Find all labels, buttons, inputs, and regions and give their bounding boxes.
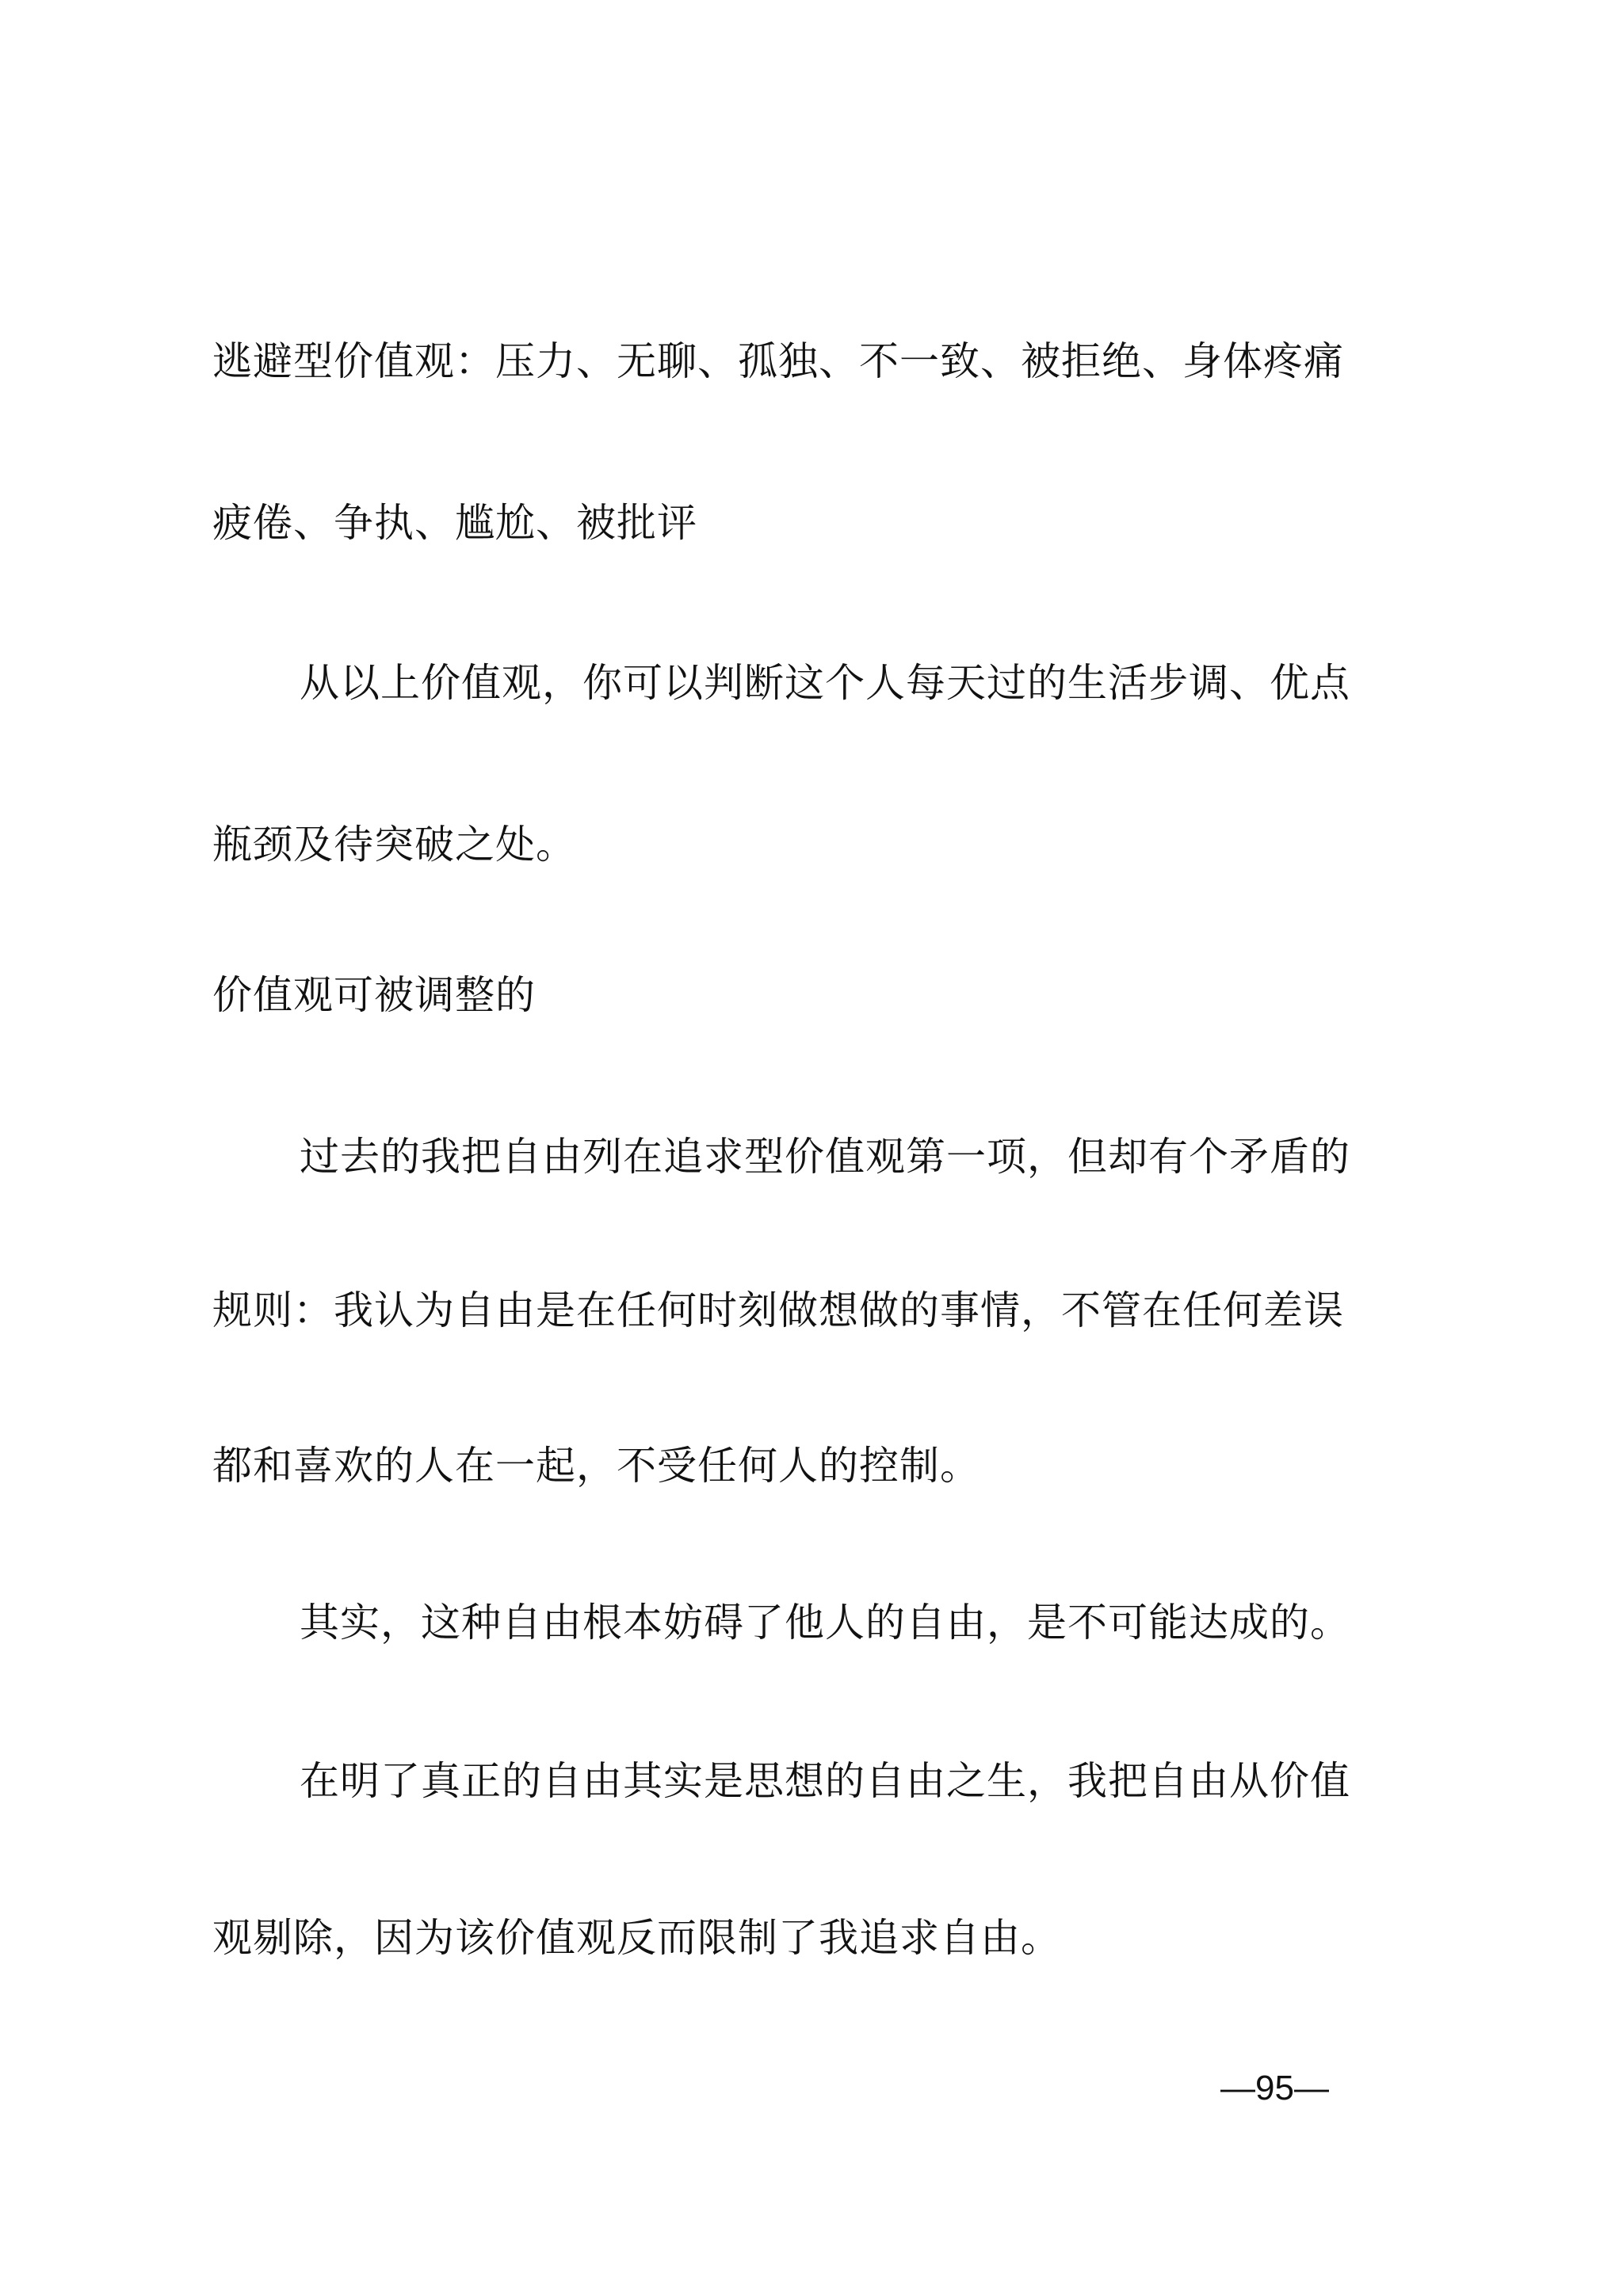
paragraph-line-freedom-rule: 规则：我认为自由是在任何时刻做想做的事情，不管在任何差误 xyxy=(212,1287,1344,1333)
text-line-avoidance-values: 逃避型价值观：压力、无聊、孤独、不一致、被拒绝、身体疼痛 xyxy=(212,338,1344,384)
paragraph-line-true-freedom-cont: 观剔除，因为该价值观反而限制了我追求自由。 xyxy=(212,1915,1061,1961)
paragraph-line-true-freedom: 在明了真正的自由其实是思想的自由之生，我把自由从价值 xyxy=(300,1758,1350,1804)
paragraph-line-judgement-cont: 瓶颈及待突破之处。 xyxy=(212,822,576,868)
section-heading: 价值观可被调整的 xyxy=(212,972,536,1018)
paragraph-line-freedom: 过去的我把自由列在追求型价值观第一项，但却有个矛盾的 xyxy=(300,1134,1350,1180)
page-number: —95— xyxy=(1220,2069,1329,2107)
paragraph-line-freedom-rule-cont: 都和喜欢的人在一起，不受任何人的控制。 xyxy=(212,1443,980,1489)
paragraph-line-in-fact: 其实，这种自由根本妨碍了他人的自由，是不可能达成的。 xyxy=(300,1600,1350,1646)
text-line-avoidance-values-cont: 疲倦、争执、尴尬、被批评 xyxy=(212,500,697,546)
paragraph-line-judgement: 从以上价值观，你可以判断这个人每天过的生活步调、优点 xyxy=(300,660,1350,706)
